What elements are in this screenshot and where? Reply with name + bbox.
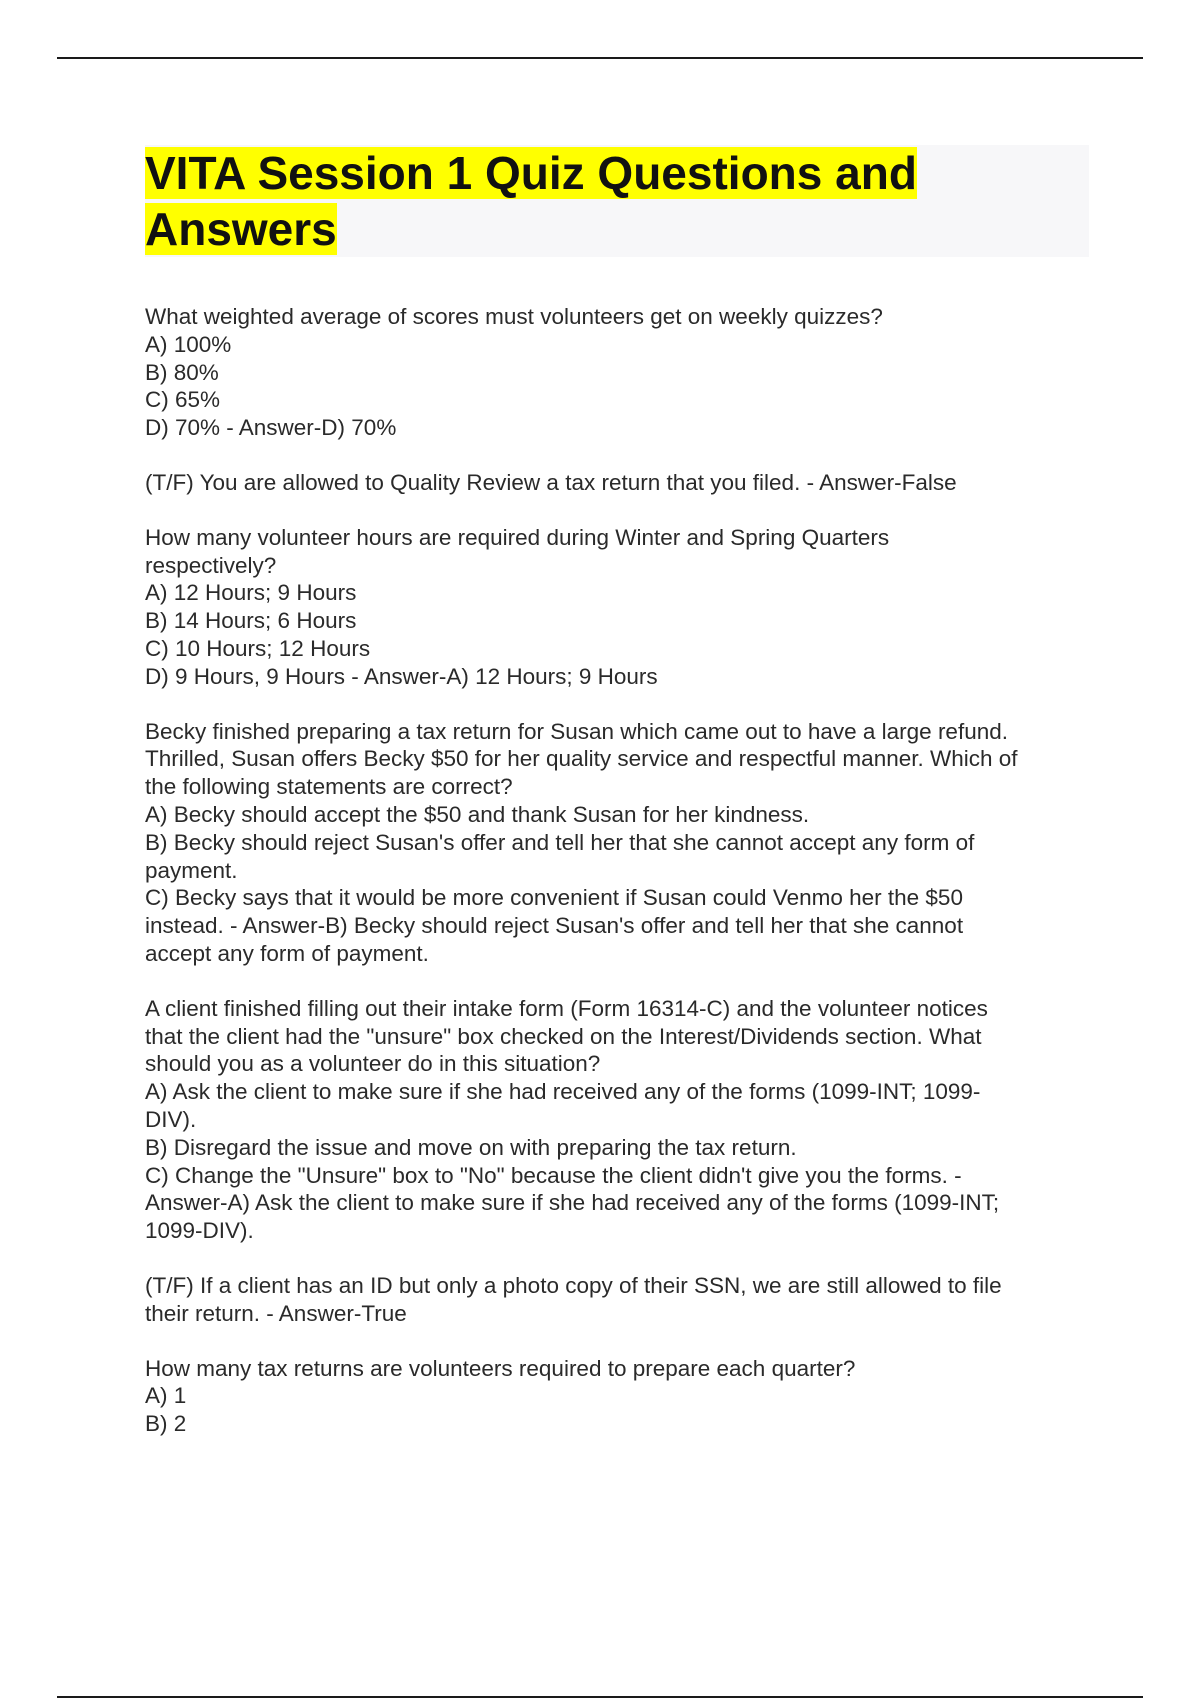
question-line: C) Becky says that it would be more convenient if Susan could Venmo her the $50 [145, 885, 963, 911]
question-line: that the client had the "unsure" box checked on the Interest/Dividends section. What [145, 1023, 982, 1049]
question-text-line: What weighted average of scores must volunteers get on weekly quizzes? [145, 304, 883, 329]
question-text-line: How many tax returns are volunteers required to prepare each quarter? [145, 1355, 856, 1381]
quiz-content [145, 303, 1095, 1465]
question-line: DIV). [145, 1106, 197, 1132]
question-text-line: (T/F) You are allowed to Quality Review a tax return that you filed. - Answer-False [145, 469, 957, 495]
question-text-line: (T/F) If a client has an ID but only a photo copy of their SSN, we are still allowed to file [145, 1272, 1002, 1298]
question-line: C) Change the "Unsure" box to "No" because the client didn't give you the forms. - [145, 1162, 962, 1188]
question-line: respectively? [145, 552, 277, 578]
question-line: C) 10 Hours; 12 Hours [145, 635, 371, 661]
question-block [145, 1355, 1095, 1438]
question-line: B) Becky should reject Susan's offer and tell her that she cannot accept any form of [145, 829, 975, 855]
question-text-line: How many volunteer hours are required during Winter and Spring Quarters [145, 524, 890, 550]
question-block [145, 469, 1095, 497]
question-block [145, 303, 1095, 442]
question-line: C) 65% [145, 387, 221, 413]
question-line: B) 80% [145, 359, 219, 385]
title-line-2: Answers [145, 203, 337, 255]
question-line: A) Ask the client to make sure if she had received any of the forms (1099-INT; 1099- [145, 1079, 981, 1105]
question-line: A) 12 Hours; 9 Hours [145, 580, 357, 606]
question-line: the following statements are correct? [145, 774, 513, 800]
question-text-line: A client finished filling out their intake form (Form 16314-C) and the volunteer notices [145, 995, 988, 1021]
question-line: B) Disregard the issue and move on with preparing the tax return. [145, 1134, 797, 1160]
question-block [145, 995, 1095, 1245]
top-rule [57, 57, 1143, 59]
question-line: should you as a volunteer do in this situation? [145, 1051, 601, 1077]
question-line: Answer-A) Ask the client to make sure if she had received any of the forms (1099-INT; [145, 1190, 1000, 1216]
question-line: D) 9 Hours, 9 Hours - Answer-A) 12 Hours; 9 Hours [145, 663, 658, 689]
question-line: accept any form of payment. [145, 940, 429, 966]
question-block [145, 718, 1095, 968]
question-line: A) 100% [145, 331, 232, 357]
title-line-1: VITA Session 1 Quiz Questions and [145, 147, 917, 199]
question-text-line: Becky finished preparing a tax return for Susan which came out to have a large refund. [145, 718, 1008, 744]
document-title [145, 145, 1089, 257]
document-title-block [145, 145, 1089, 257]
question-block [145, 524, 1095, 691]
question-line: A) Becky should accept the $50 and thank Susan for her kindness. [145, 801, 810, 827]
question-line: instead. - Answer-B) Becky should reject Susan's offer and tell her that she cannot [145, 913, 964, 939]
question-line: B) 2 [145, 1411, 187, 1437]
question-line: D) 70% - Answer-D) 70% [145, 415, 397, 441]
question-block [145, 1272, 1095, 1328]
question-line: 1099-DIV). [145, 1218, 254, 1244]
question-line: their return. - Answer-True [145, 1300, 407, 1326]
question-line: A) 1 [145, 1383, 187, 1409]
bottom-rule [57, 1696, 1143, 1698]
question-line: payment. [145, 857, 238, 883]
question-line: B) 14 Hours; 6 Hours [145, 608, 357, 634]
question-line: Thrilled, Susan offers Becky $50 for her quality service and respectful manner. Which of [145, 746, 1018, 772]
